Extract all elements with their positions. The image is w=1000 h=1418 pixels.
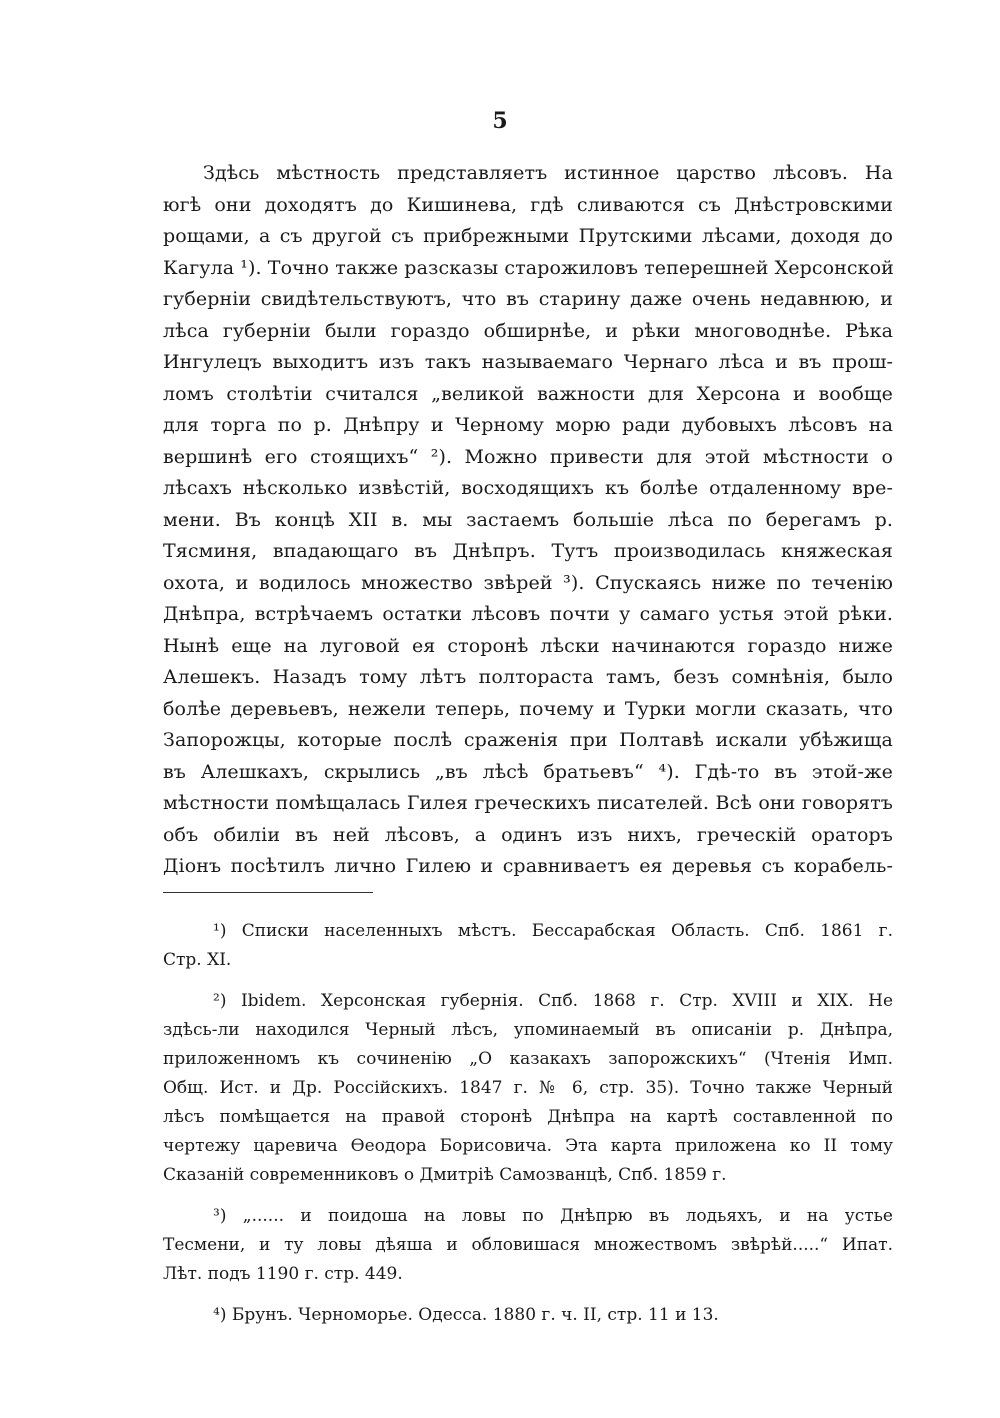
footnote-3-line: Тесмени, и ту ловы дѣяша и обловишася множествомъ звѣрѣй.....“ Ипат. — [163, 1235, 893, 1255]
body-line: мени. Въ концѣ XII в. мы застаемъ большіе лѣса по берегамъ р. — [163, 508, 893, 531]
body-line: югѣ они доходятъ до Кишинева, гдѣ сливаются съ Днѣстровскими — [163, 193, 893, 216]
body-line: ломъ столѣтіи считался „великой важности для Херсона и вообще — [163, 382, 893, 405]
body-line: охота, и водилось множество звѣрей ³). Спускаясь ниже по теченію — [163, 571, 893, 594]
body-line: рощами, а съ другой съ прибрежными Прутскими лѣсами, доходя до — [163, 225, 893, 247]
body-line: Днѣпра, встрѣчаемъ остатки лѣсовъ почти у самаго устья этой рѣки. — [163, 603, 893, 625]
footnote-2-line: здѣсь-ли находился Черный лѣсъ, упоминаемый въ описаніи р. Днѣпра, — [163, 1020, 893, 1040]
body-line: Кагула ¹). Точно также разсказы старожиловъ теперешней Херсонской — [163, 256, 894, 279]
page-number: 5 — [492, 108, 508, 134]
body-line: лѣсахъ нѣсколько извѣстій, восходящихъ къ болѣе отдаленному вре- — [163, 477, 893, 499]
body-line: Тясминя, впадающаго въ Днѣпръ. Тутъ производилась княжеская — [163, 540, 893, 562]
footnotes — [163, 917, 893, 1330]
body-line: губерніи свидѣтельствуютъ, что въ старину даже очень недавнюю, и — [163, 288, 893, 310]
footnote-2-line: лѣсъ помѣщается на правой сторонѣ Днѣпра на картѣ составленной по — [163, 1107, 893, 1127]
body-line: Нынѣ еще на луговой ея сторонѣ лѣски начинаются гораздо ниже — [163, 634, 893, 657]
body-text — [163, 158, 893, 883]
body-line: Здѣсь мѣстность представляетъ истинное царство лѣсовъ. На — [203, 162, 893, 184]
footnote-2-line: ²) Ibidem. Херсонская губернія. Спб. 1868 г. Стр. XVIII и XIX. Не — [213, 991, 893, 1011]
body-line: мѣстности помѣщалась Гилея греческихъ писателей. Всѣ они говорятъ — [163, 792, 893, 814]
footnote-2-line: чертежу царевича Ѳеодора Борисовича. Эта карта приложена ко II тому — [163, 1136, 893, 1156]
footnote-1-line: Стр. XI. — [163, 950, 232, 970]
body-line: Ингулецъ выходитъ изъ такъ называемаго Чернаго лѣса и въ прош- — [163, 351, 893, 373]
footnote-1-line: ¹) Списки населенныхъ мѣстъ. Бессарабская Область. Спб. 1861 г. — [213, 921, 893, 941]
footnote-3-line: Лѣт. подъ 1190 г. стр. 449. — [163, 1264, 403, 1284]
footnote-2-line: приложенномъ къ сочиненію „О казакахъ запорожскихъ“ (Чтенія Имп. — [163, 1049, 893, 1069]
body-line: болѣе деревьевъ, нежели теперь, почему и Турки могли сказать, что — [163, 697, 893, 720]
body-line: вершинѣ его стоящихъ“ ²). Можно привести для этой мѣстности о — [163, 445, 893, 468]
footnote-2-line: Общ. Ист. и Др. Россійскихъ. 1847 г. № 6, стр. 35). Точно также Черный — [163, 1078, 893, 1098]
body-line: для торга по р. Днѣпру и Черному морю ради дубовыхъ лѣсовъ на — [163, 414, 893, 436]
footnote-3-line: ³) „...... и поидоша на ловы по Днѣпрю въ лодьяхъ, и на устье — [213, 1206, 893, 1226]
footnote-4-line: ⁴) Брунъ. Черноморье. Одесса. 1880 г. ч. II, стр. 11 и 13. — [213, 1305, 719, 1325]
body-line: объ обиліи въ ней лѣсовъ, а одинъ изъ нихъ, греческій ораторъ — [163, 823, 893, 846]
body-line: въ Алешкахъ, скрылись „въ лѣсѣ братьевъ“ ⁴). Гдѣ-то въ этой-же — [163, 760, 893, 783]
footnote-separator — [163, 892, 373, 893]
body-line: Діонъ посѣтилъ лично Гилею и сравниваетъ ея деревья съ корабель- — [163, 855, 893, 877]
body-line: лѣса губерніи были гораздо обширнѣе, и рѣки многоводнѣе. Рѣка — [163, 319, 893, 342]
footnote-2-line: Сказаній современниковъ о Дмитріѣ Самозванцѣ, Спб. 1859 г. — [163, 1165, 727, 1185]
body-line: Запорожцы, которые послѣ сраженія при Полтавѣ искали убѣжища — [163, 729, 893, 751]
body-line: Алешекъ. Назадъ тому лѣтъ полтораста тамъ, безъ сомнѣнія, было — [163, 666, 893, 688]
